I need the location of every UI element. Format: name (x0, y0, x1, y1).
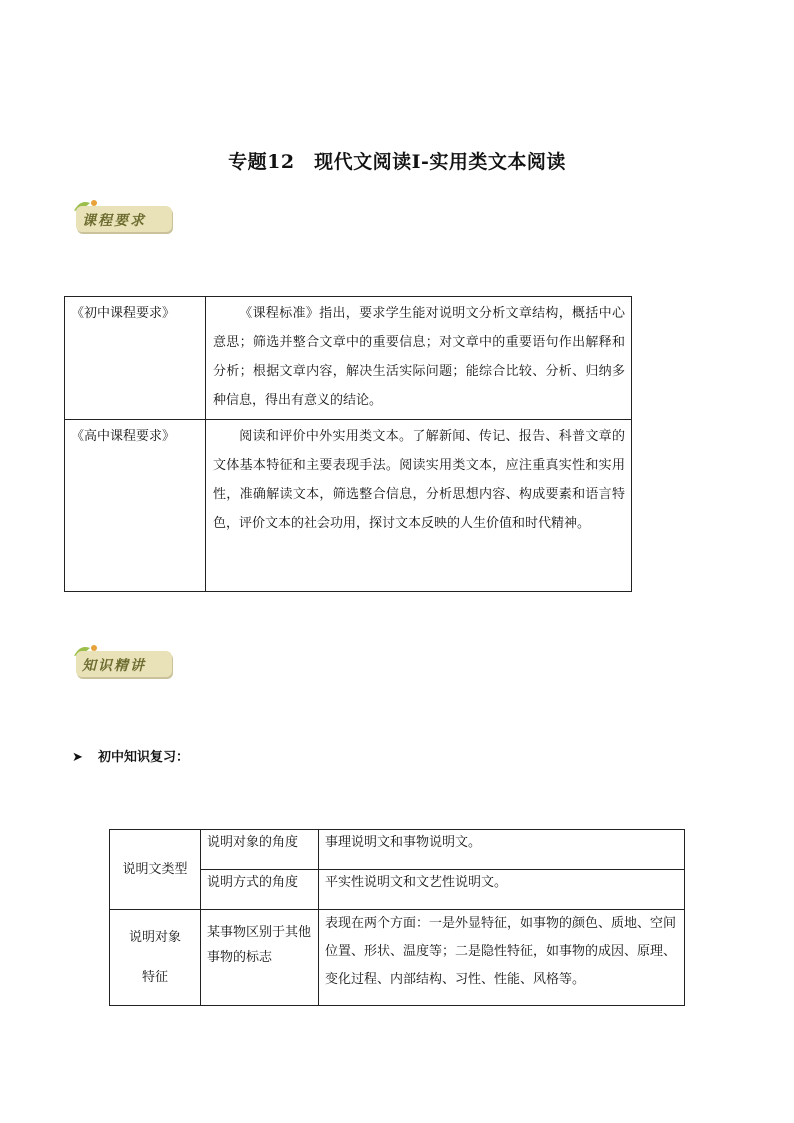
badge-label: 课程要求 (82, 213, 146, 229)
feature-aspect: 某事物区别于其他事物的标志 (201, 910, 319, 1006)
aspect-cell: 说明方式的角度 (201, 870, 319, 910)
course-requirements-badge (68, 197, 176, 237)
content-cell: 平实性说明文和文艺性说明文。 (319, 870, 685, 910)
feature-label-2: 特征 (141, 969, 168, 985)
feature-content: 表现在两个方面：一是外显特征，如事物的颜色、质地、空间位置、形状、温度等；二是隐性特征，如事物的成因、原理、变化过程、内部结构、习性、性能、风格等。 (319, 910, 685, 1006)
content-cell: 事理说明文和事物说明文。 (319, 830, 685, 870)
table-row (110, 830, 685, 870)
knowledge-badge (68, 642, 176, 682)
requirement-text: 阅读和评价中外实用类文本。了解新闻、传记、报告、科普文章的文体基本特征和主要表现手法。阅读实用类文本，应注重真实性和实用性，准确解读文本，筛选整合信息，分析思想内容、构成要素和语言特色，评价文本的社会功用，探讨文本反映的人生价值和时代精神。 (213, 429, 625, 531)
review-heading: ➤ 初中知识复习： (72, 750, 190, 765)
feature-label-1: 说明对象 (128, 929, 181, 945)
requirement-label: 《高中课程要求》 (65, 420, 206, 592)
knowledge-table (109, 829, 685, 1006)
table-row (65, 297, 632, 420)
type-label: 说明文类型 (110, 830, 201, 910)
requirement-text: 《课程标准》指出，要求学生能对说明文分析文章结构，概括中心意思；筛选并整合文章中的重要信息；对文章中的重要语句作出解释和分析；根据文章内容，解决生活实际问题；能综合比较、分析、归纳多种信息，得出有意义的结论。 (213, 306, 625, 408)
aspect-cell: 说明对象的角度 (201, 830, 319, 870)
requirement-label: 《初中课程要求》 (65, 297, 206, 420)
table-row (110, 910, 685, 1006)
arrow-right-icon: ➤ (72, 750, 83, 765)
page-title: 专题12 现代文阅读Ⅰ-实用类文本阅读 (228, 151, 566, 173)
table-row (65, 420, 632, 592)
requirements-table (64, 296, 632, 592)
badge-label: 知识精讲 (82, 658, 146, 674)
